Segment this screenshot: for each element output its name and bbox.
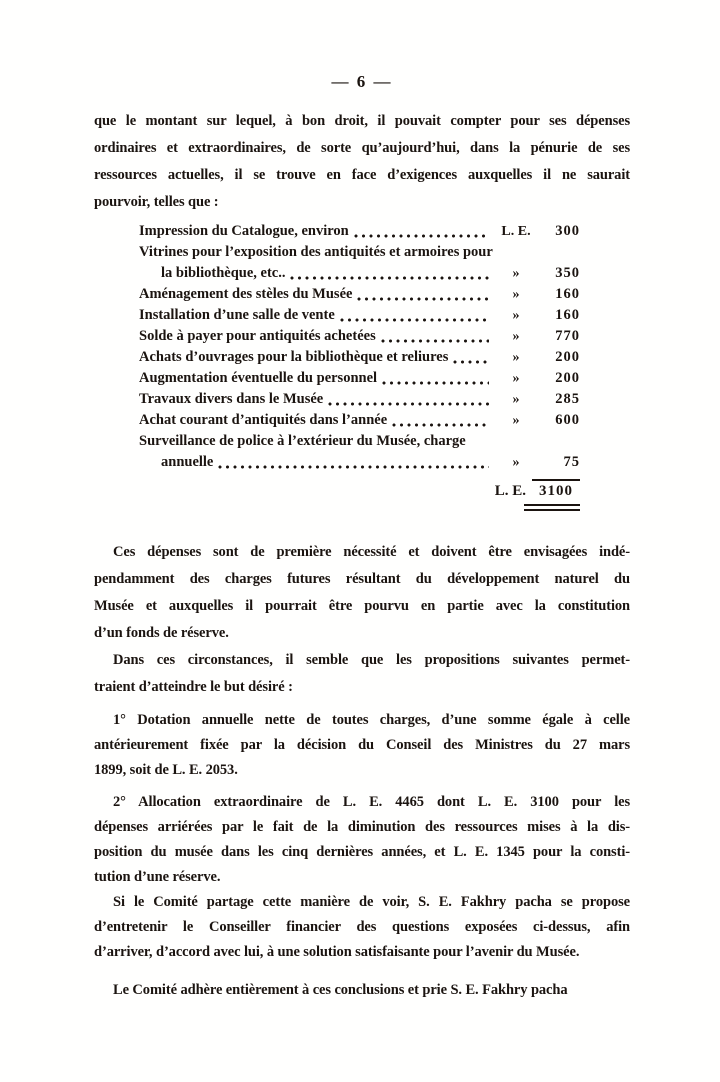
expense-label: Solde à payer pour antiquités achetées	[139, 328, 376, 344]
dot-leader	[453, 360, 489, 364]
expense-amount: 770	[555, 328, 580, 344]
text-line: ressources actuelles, il se trouve en face d’exigences auxquelles il ne saurait	[94, 167, 630, 183]
text-line: ordinaires et extraordinaires, de sorte qu’aujourd’hui, dans la pénurie de ses	[94, 140, 630, 156]
total-currency: L. E.	[494, 483, 526, 499]
currency-mark: »	[512, 266, 520, 281]
expense-label: Augmentation éventuelle du personnel	[139, 370, 378, 386]
text-line: antérieurement fixée par la décision du Conseil des Ministres du 27 mars	[94, 737, 630, 753]
text-line: 2° Allocation extraordinaire de L. E. 4465 dont L. E. 3100 pour les	[113, 794, 630, 810]
text-line: dépenses arriérées par le fait de la diminution des ressources mises à la dis-	[94, 819, 630, 835]
table-row	[139, 347, 580, 368]
total-double-rule	[524, 504, 580, 511]
dot-leader	[218, 465, 489, 469]
table-row	[139, 326, 580, 347]
text-line: tution d’une réserve.	[94, 869, 221, 885]
table-row	[139, 305, 580, 326]
text-line: Si le Comité partage cette manière de voir, S. E. Fakhry pacha se propose	[113, 894, 630, 910]
table-total	[139, 479, 580, 500]
table-row-continuation	[139, 263, 580, 284]
paragraph-intro	[94, 108, 630, 216]
text-line: d’un fonds de réserve.	[94, 625, 229, 641]
table-row	[139, 242, 580, 284]
expense-label-continuation: la bibliothèque, etc..	[161, 265, 286, 281]
expense-amount: 300	[555, 223, 580, 239]
text-line: Dans ces circonstances, il semble que les propositions suivantes permet-	[113, 652, 630, 668]
expense-label: Aménagement des stèles du Musée	[139, 286, 353, 302]
text-line: que le montant sur lequel, à bon droit, il pouvait compter pour ses dépenses	[94, 113, 630, 129]
table-row	[139, 221, 580, 242]
table-row	[139, 368, 580, 389]
dot-leader	[290, 276, 489, 280]
currency-mark: »	[512, 371, 520, 386]
table-row	[139, 389, 580, 410]
expense-amount: 350	[555, 265, 580, 281]
currency-mark: »	[512, 287, 520, 302]
currency-mark: »	[512, 455, 520, 470]
text-line: d’entretenir le Conseiller financier des questions exposées ci-dessus, afin	[94, 919, 630, 935]
expense-amount: 200	[555, 349, 580, 365]
expense-label: Achat courant d’antiquités dans l’année	[139, 412, 388, 428]
text-block	[94, 0, 630, 1003]
currency-mark: »	[512, 350, 520, 365]
page-number-heading: — 6 —	[331, 72, 393, 91]
text-line: traient d’atteindre le but désiré :	[94, 679, 293, 695]
text-line: pendamment des charges futures résultant du développement naturel du	[94, 571, 630, 587]
dot-leader	[354, 234, 489, 238]
currency-mark: »	[512, 308, 520, 323]
table-row	[139, 431, 580, 473]
dot-leader	[328, 402, 489, 406]
expense-amount: 600	[555, 412, 580, 428]
expense-amount: 160	[555, 286, 580, 302]
text-line: pourvoir, telles que :	[94, 194, 219, 210]
expense-label-continuation: annuelle	[161, 454, 214, 470]
dot-leader	[381, 339, 489, 343]
expense-amount: 75	[563, 454, 580, 470]
table-row	[139, 410, 580, 431]
text-line: Ces dépenses sont de première nécessité et doivent être envisagées indé-	[113, 544, 630, 560]
paragraph-proposition-1	[94, 708, 630, 783]
text-line: 1899, soit de L. E. 2053.	[94, 762, 238, 778]
text-line: position du musée dans les cinq dernières années, et L. E. 1345 pour la consti-	[94, 844, 630, 860]
expense-label: Achats d’ouvrages pour la bibliothèque et reliures	[139, 349, 449, 365]
paragraph-proposition-2	[94, 790, 630, 890]
text-line: d’arriver, d’accord avec lui, à une solution satisfaisante pour l’avenir du Musée.	[94, 944, 580, 960]
paragraph-conclusion	[94, 978, 630, 1003]
dot-leader	[382, 381, 489, 385]
paragraph-depenses	[94, 539, 630, 647]
expense-label: Travaux divers dans le Musée	[139, 391, 324, 407]
dot-leader	[340, 318, 489, 322]
text-line: Musée et auxquelles il pourrait être pourvu en partie avec la constitution	[94, 598, 630, 614]
dot-leader	[357, 297, 489, 301]
expense-label: Vitrines pour l’exposition des antiquités et armoires pour	[139, 244, 493, 260]
text-line: 1° Dotation annuelle nette de toutes charges, d’une somme égale à celle	[113, 712, 630, 728]
table-row	[139, 284, 580, 305]
currency-mark: L. E.	[501, 224, 531, 239]
table-row-continuation	[139, 452, 580, 473]
currency-mark: »	[512, 329, 520, 344]
expense-label: Impression du Catalogue, environ	[139, 223, 349, 239]
dot-leader	[392, 423, 489, 427]
expense-amount: 285	[555, 391, 580, 407]
expense-table	[139, 221, 580, 511]
expense-amount: 200	[555, 370, 580, 386]
paragraph-circonstances	[94, 647, 630, 701]
currency-mark: »	[512, 392, 520, 407]
currency-mark: »	[512, 413, 520, 428]
expense-label: Surveillance de police à l’extérieur du Musée, charge	[139, 433, 466, 449]
paragraph-comite	[94, 890, 630, 965]
expense-label: Installation d’une salle de vente	[139, 307, 335, 323]
expense-amount: 160	[555, 307, 580, 323]
text-line: Le Comité adhère entièrement à ces conclusions et prie S. E. Fakhry pacha	[113, 982, 568, 998]
total-amount: 3100	[532, 479, 580, 500]
